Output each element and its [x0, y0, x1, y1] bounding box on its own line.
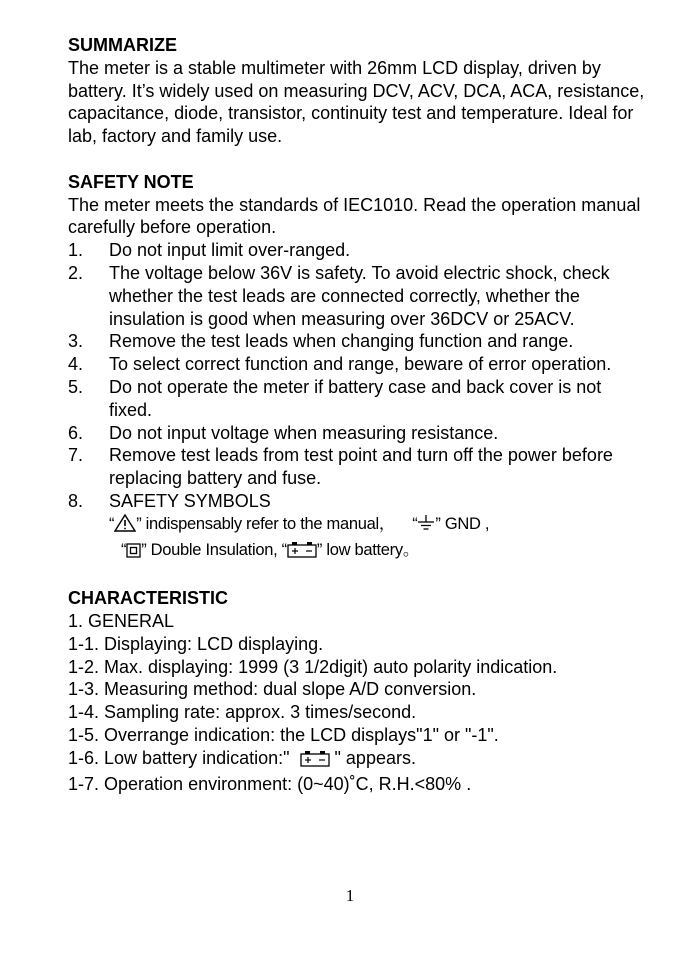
- safety-item: [68, 490, 648, 513]
- characteristic-list: [68, 610, 648, 795]
- safety-item-number: 5.: [68, 376, 84, 397]
- characteristic-item: 1-3. Measuring method: dual slope A/D conversion.: [68, 679, 477, 700]
- characteristic-heading: CHARACTERISTIC: [68, 588, 228, 609]
- battery-icon: [287, 541, 317, 565]
- battery-icon: [300, 750, 330, 773]
- safety-item-number: 7.: [68, 445, 84, 466]
- manual-page: [68, 34, 648, 795]
- safety-item-text: Do not input limit over-ranged.: [109, 240, 351, 261]
- characteristic-item: 1-4. Sampling rate: approx. 3 times/second.: [68, 702, 417, 723]
- safety-item-text: Remove the test leads when changing function and range.: [109, 331, 574, 352]
- quote-mark: “: [412, 514, 418, 533]
- safety-item: [68, 376, 648, 422]
- page-number: 1: [345, 886, 355, 905]
- general-heading: 1. GENERAL: [68, 610, 175, 631]
- safety-intro: The meter meets the standards of IEC1010. Read the operation manual carefully before operation.: [68, 194, 641, 238]
- characteristic-item: 1-7. Operation environment: (0~40)˚C, R.H.<80% .: [68, 773, 472, 794]
- safety-item: [68, 330, 648, 353]
- safety-item-text: Do not input voltage when measuring resistance.: [109, 422, 499, 443]
- safety-item-number: 3.: [68, 331, 84, 352]
- battery-symbol-text: ” low battery。: [316, 540, 420, 559]
- double-insulation-text: ” Double Insulation, “: [141, 540, 287, 559]
- safety-item-text: Remove test leads from test point and turn off the power before replacing battery and fuse.: [109, 445, 613, 489]
- low-battery-prefix: 1-6. Low battery indication:": [68, 747, 290, 768]
- safety-list: [68, 239, 648, 513]
- safety-item: [68, 262, 648, 330]
- safety-item-text: The voltage below 36V is safety. To avoid electric shock, check whether the test leads are connected correctly, whether the insulation is good when measuring over 36DCV or 25ACV.: [109, 262, 610, 329]
- safety-item-number: 8.: [68, 490, 84, 511]
- safety-item: [68, 239, 648, 262]
- low-battery-suffix: " appears.: [329, 747, 416, 768]
- characteristic-item: 1-2. Max. displaying: 1999 (3 1/2digit) auto polarity indication.: [68, 656, 558, 677]
- safety-item: [68, 444, 648, 490]
- safety-item-number: 4.: [68, 354, 84, 375]
- characteristic-item: 1-5. Overrange indication: the LCD displays"1" or "-1".: [68, 724, 499, 745]
- quote-mark: “: [121, 540, 127, 559]
- safety-item-number: 1.: [68, 240, 84, 261]
- ground-icon: [417, 514, 435, 539]
- safety-item: [68, 422, 648, 445]
- characteristic-item: 1-1. Displaying: LCD displaying.: [68, 633, 324, 654]
- double-insulation-icon: [126, 542, 141, 565]
- safety-symbols-line-2: [68, 539, 648, 565]
- summarize-heading: SUMMARIZE: [68, 35, 177, 55]
- safety-heading: SAFETY NOTE: [68, 171, 194, 192]
- safety-item-text: Do not operate the meter if battery case and back cover is not fixed.: [109, 376, 602, 420]
- safety-item-number: 2.: [68, 262, 84, 283]
- characteristic-item-low-battery: [68, 747, 648, 773]
- safety-item-text: SAFETY SYMBOLS: [109, 490, 271, 511]
- ground-symbol-text: ” GND ,: [435, 514, 490, 533]
- summarize-text: The meter is a stable multimeter with 26mm LCD display, driven by battery. It’s widely used on measuring DCV, ACV, DCA, ACA, resistance, capacitance, diode, transistor, continuity test and temperature. Ideal for lab, factory and family use.: [68, 57, 645, 147]
- quote-mark: “: [109, 514, 115, 533]
- warning-symbol-text: ” indispensably refer to the manual，: [136, 514, 396, 533]
- safety-item-number: 6.: [68, 422, 84, 443]
- safety-item-text: To select correct function and range, beware of error operation.: [109, 354, 612, 375]
- warning-triangle-icon: [114, 514, 136, 539]
- safety-symbols-line-1: [68, 513, 648, 539]
- safety-item: [68, 353, 648, 376]
